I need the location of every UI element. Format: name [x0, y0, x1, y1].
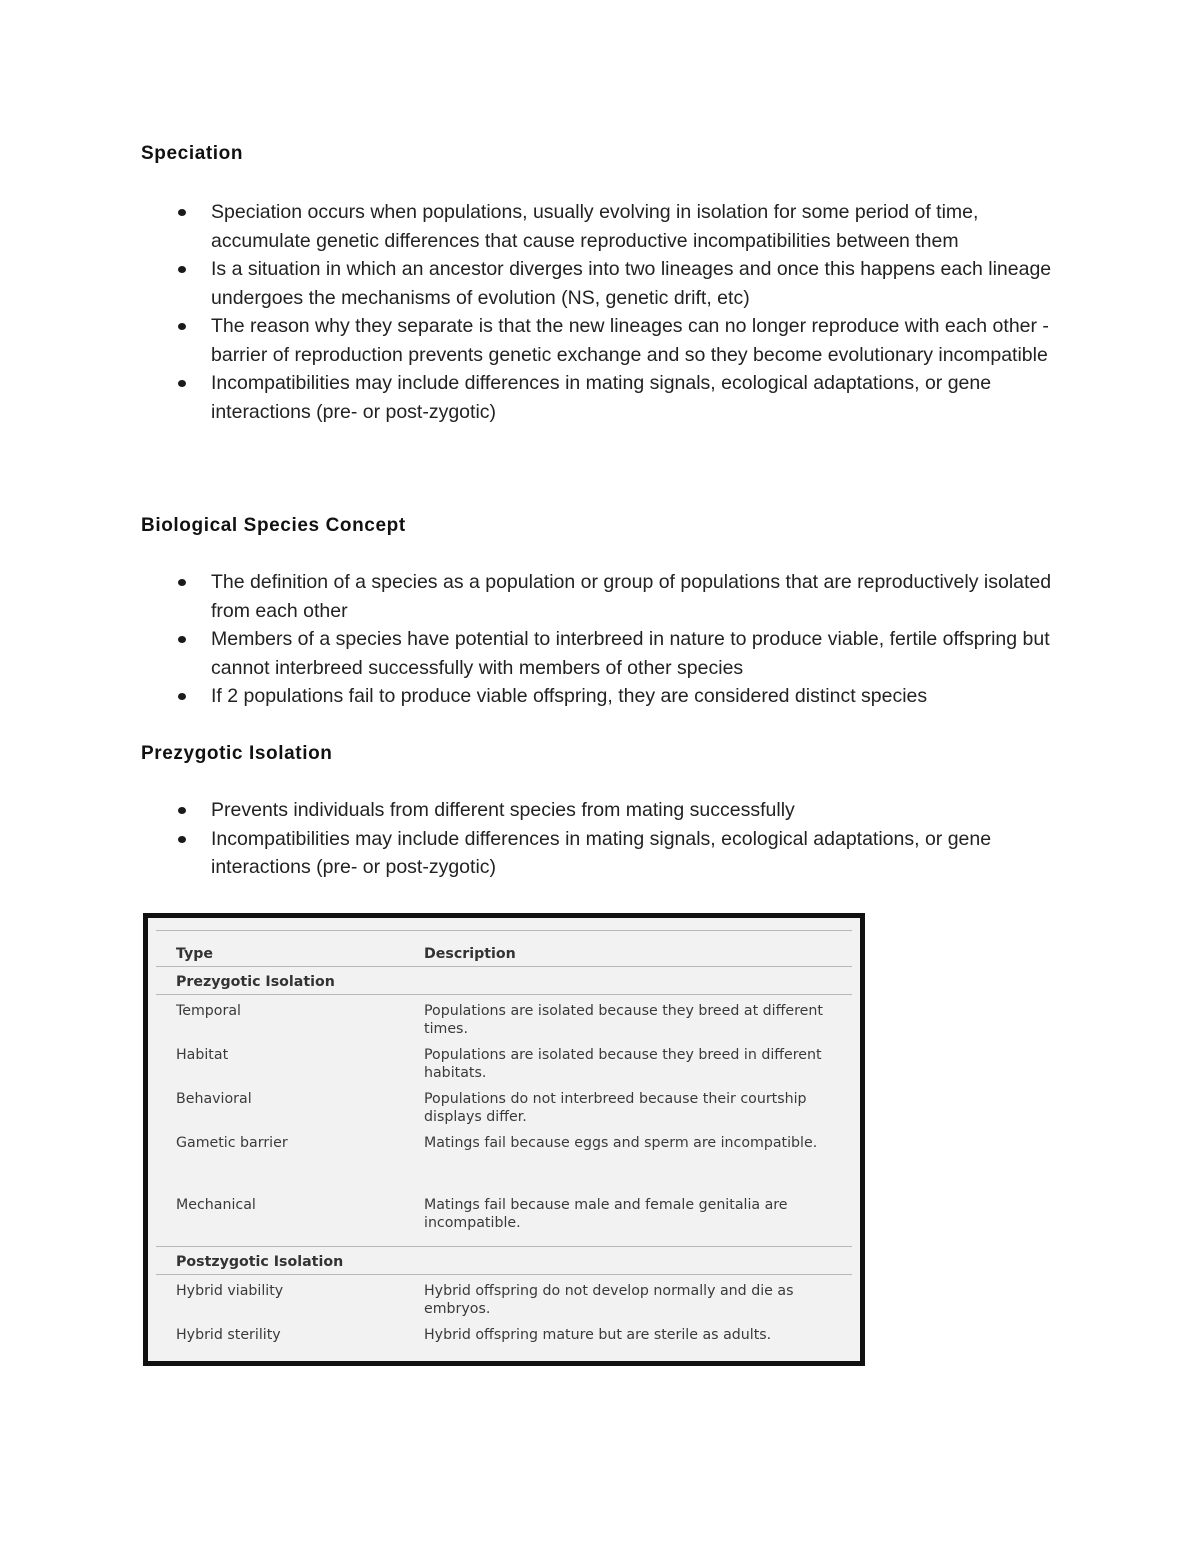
bullet-icon: [178, 807, 186, 814]
bullet-icon: [178, 636, 186, 643]
list-item: [141, 825, 1061, 882]
bullet-icon: [178, 323, 186, 330]
section-prezygotic-isolation: [141, 742, 1061, 878]
list-item: [141, 568, 1061, 625]
table-cell-type: Mechanical: [176, 1197, 256, 1213]
isolation-table-image: [143, 913, 865, 1366]
section-heading: Prezygotic Isolation: [141, 743, 333, 764]
list-item-text: Is a situation in which an ancestor diverges into two lineages and once this happens each lineage undergoes the mechanisms of evolution (NS, genetic drift, etc): [211, 258, 1052, 309]
table-rule: [156, 1274, 852, 1275]
list-item-text: Members of a species have potential to interbreed in nature to produce viable, fertile offspring but cannot interbreed successfully with members of other species: [211, 628, 1050, 679]
table-rule: [156, 930, 852, 931]
list-item-text: Incompatibilities may include differences in mating signals, ecological adaptations, or gene interactions (pre- or post-zygotic): [211, 372, 992, 423]
table-cell-description: Populations are isolated because they breed at different times.: [424, 1003, 823, 1037]
bullet-icon: [178, 380, 186, 387]
list-item-text: If 2 populations fail to produce viable offspring, they are considered distinct species: [211, 685, 928, 707]
list-item-text: The reason why they separate is that the new lineages can no longer reproduce with each other - barrier of reproduction prevents genetic exchange and so they become evolutionary incompatible: [211, 315, 1049, 366]
table-rule: [156, 1246, 852, 1247]
table-cell-type: Gametic barrier: [176, 1135, 288, 1151]
table-cell-description: Populations are isolated because they breed in different habitats.: [424, 1047, 822, 1081]
list-item: [141, 625, 1061, 682]
table-cell-type: Behavioral: [176, 1091, 252, 1107]
table-cell-type: Hybrid viability: [176, 1283, 284, 1299]
table-cell-description: Populations do not interbreed because their courtship displays differ.: [424, 1091, 807, 1125]
list-item: [141, 369, 1061, 426]
bullet-list: [141, 568, 1061, 711]
list-item-text: The definition of a species as a population or group of populations that are reproductively isolated from each other: [211, 571, 1052, 622]
list-item: [141, 198, 1061, 255]
list-item-text: Prevents individuals from different species from mating successfully: [211, 799, 795, 821]
bullet-icon: [178, 209, 186, 216]
list-item-text: Incompatibilities may include differences in mating signals, ecological adaptations, or gene interactions (pre- or post-zygotic): [211, 827, 992, 878]
isolation-table: [156, 926, 852, 1351]
bullet-icon: [178, 693, 186, 700]
bullet-list: [141, 796, 1061, 882]
section-speciation: [141, 142, 1061, 423]
table-rule: [156, 994, 852, 995]
table-cell-description: Hybrid offspring mature but are sterile as adults.: [424, 1327, 772, 1343]
list-item: [141, 682, 1061, 711]
table-cell-type: Temporal: [176, 1003, 241, 1019]
table-cell-description: Hybrid offspring do not develop normally and die as embryos.: [424, 1283, 794, 1317]
list-item-text: Speciation occurs when populations, usually evolving in isolation for some period of time, accumulate genetic differences that cause reproductive incompatibilities between them: [211, 201, 979, 252]
table-header-description: Description: [424, 946, 516, 962]
section-heading: Speciation: [141, 143, 244, 164]
table-cell-description: Matings fail because eggs and sperm are incompatible.: [424, 1135, 818, 1151]
table-rule: [156, 966, 852, 967]
section-biological-species-concept: [141, 514, 1061, 707]
table-cell-type: Hybrid sterility: [176, 1327, 281, 1343]
table-group-prezygotic: Prezygotic Isolation: [176, 974, 335, 990]
table-cell-description: Matings fail because male and female genitalia are incompatible.: [424, 1197, 788, 1231]
table-header-type: Type: [176, 946, 214, 962]
list-item: [141, 255, 1061, 312]
section-heading: Biological Species Concept: [141, 515, 406, 536]
bullet-list: [141, 198, 1061, 426]
table-group-postzygotic: Postzygotic Isolation: [176, 1254, 344, 1270]
bullet-icon: [178, 266, 186, 273]
bullet-icon: [178, 836, 186, 843]
bullet-icon: [178, 579, 186, 586]
list-item: [141, 796, 1061, 825]
table-cell-type: Habitat: [176, 1047, 229, 1063]
list-item: [141, 312, 1061, 369]
